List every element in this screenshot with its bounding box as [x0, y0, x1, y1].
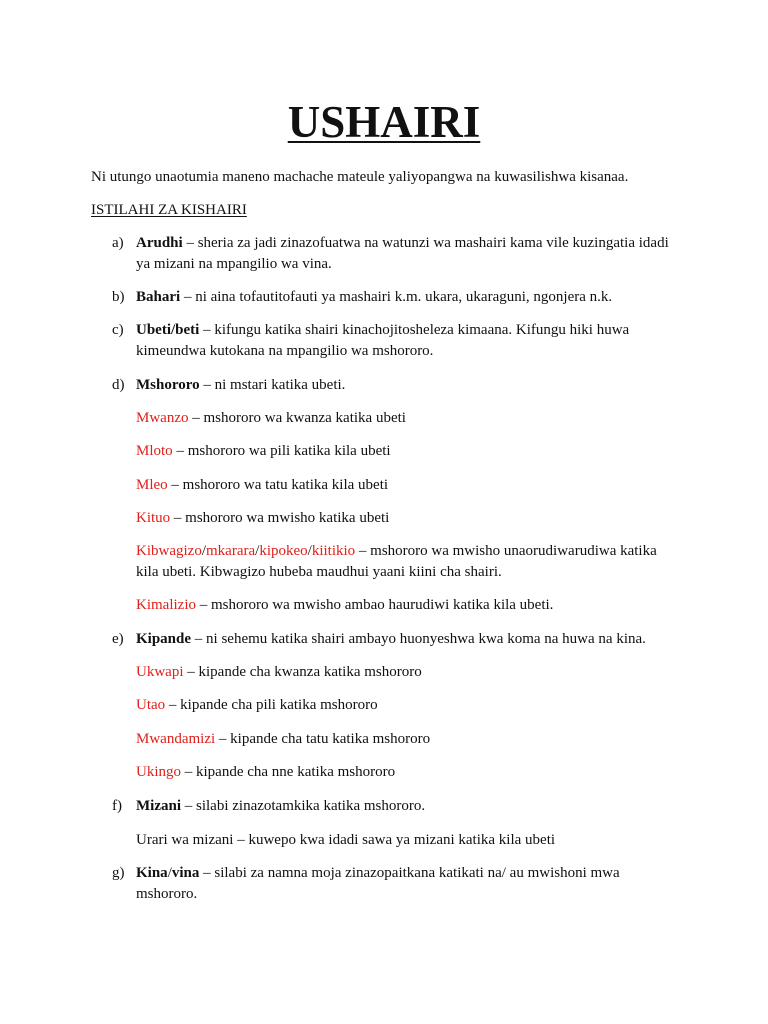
term-separator: /	[167, 865, 172, 881]
sub-definition: – mshororo wa pili katika kila ubeti	[172, 443, 391, 459]
definition: – silabi zinazotamkika katika mshororo.	[181, 798, 426, 814]
sub-definition: – kipande cha tatu katika mshororo	[215, 731, 431, 747]
list-marker: b)	[112, 289, 125, 305]
list-item-bahari	[112, 287, 681, 308]
sub-item-ukingo	[136, 762, 681, 783]
sub-item-mleo	[136, 475, 681, 496]
sub-definition: – kipande cha pili katika mshororo	[165, 697, 378, 713]
list-item-arudhi	[112, 233, 681, 275]
term: Kina	[136, 865, 168, 881]
term-separator: /	[201, 543, 206, 559]
sub-definition: – mshororo wa tatu katika kila ubeti	[167, 477, 389, 493]
sub-item-mwanzo	[136, 408, 681, 429]
sub-term: kiitikio	[311, 543, 356, 559]
list-item-kina-vina	[112, 863, 681, 905]
sub-term: Kituo	[136, 510, 171, 526]
sub-item-ukwapi	[136, 662, 681, 683]
sub-term: Ukingo	[136, 764, 181, 780]
term: vina	[171, 865, 200, 881]
intro-paragraph: Ni utungo unaotumia maneno machache mateule yaliyopangwa na kuwasilishwa kisanaa.	[91, 169, 629, 185]
list-item-ubeti	[112, 320, 681, 362]
sub-definition: – kipande cha nne katika mshororo	[181, 764, 396, 780]
sub-term: Ukwapi	[136, 664, 184, 680]
term: Mizani	[136, 798, 181, 814]
sub-definition: – mshororo wa mwisho ambao haurudiwi katika kila ubeti.	[196, 597, 554, 613]
sub-term: Utao	[136, 697, 166, 713]
definition: – silabi za namna moja zinazopaitkana katikati na/ au mwishoni mwa mshororo.	[136, 865, 620, 902]
sub-term: mkarara	[206, 543, 256, 559]
sub-term: Kibwagizo	[136, 543, 202, 559]
sub-item-utao	[136, 695, 681, 716]
term: Ubeti/beti	[136, 322, 200, 338]
term: Bahari	[136, 289, 181, 305]
sub-note-urari-wa-mizani: Urari wa mizani – kuwepo kwa idadi sawa ya mizani katika kila ubeti	[136, 832, 556, 848]
sub-term: kipokeo	[259, 543, 308, 559]
term: Mshororo	[136, 377, 200, 393]
sub-item-kituo	[136, 508, 681, 529]
sub-item-mwandamizi	[136, 729, 681, 750]
list-marker: c)	[112, 322, 124, 338]
list-item-mshororo	[112, 375, 681, 396]
definition: – ni sehemu katika shairi ambayo huonyeshwa kwa koma na huwa na kina.	[191, 631, 646, 647]
sub-definition: – mshororo wa mwisho katika ubeti	[170, 510, 390, 526]
sub-definition: – kipande cha kwanza katika mshororo	[183, 664, 422, 680]
list-item-kipande	[112, 629, 681, 650]
sub-item-kimalizio	[136, 595, 681, 616]
definition: – ni mstari katika ubeti.	[199, 377, 346, 393]
list-marker: e)	[112, 631, 124, 647]
definition: – kifungu katika shairi kinachojitosheleza kimaana. Kifungu hiki huwa kimeundwa kutokana na mpangilio wa mshororo.	[136, 322, 630, 359]
list-item-mizani	[112, 796, 681, 817]
sub-definition: – mshororo wa kwanza katika ubeti	[188, 410, 406, 426]
sub-term: Kimalizio	[136, 597, 196, 613]
term-separator: /	[307, 543, 312, 559]
list-marker: d)	[112, 377, 125, 393]
definition: – ni aina tofautitofauti ya mashairi k.m. ukara, ukaraguni, ngonjera n.k.	[180, 289, 613, 305]
list-marker: a)	[112, 235, 124, 251]
sub-term: Mleo	[136, 477, 168, 493]
sub-item-kibwagizo	[136, 541, 681, 583]
term: Arudhi	[136, 235, 183, 251]
section-heading: ISTILAHI ZA KISHAIRI	[91, 202, 247, 218]
sub-definition: – mshororo wa mwisho unaorudiwarudiwa katika kila ubeti. Kibwagizo hubeba maudhui yaani kiini cha shairi.	[136, 543, 657, 580]
term: Kipande	[136, 631, 192, 647]
sub-term: Mwanzo	[136, 410, 189, 426]
sub-item-mloto	[136, 441, 681, 462]
term-separator: /	[255, 543, 260, 559]
sub-term: Mloto	[136, 443, 173, 459]
list-marker: g)	[112, 865, 125, 881]
list-marker: f)	[112, 798, 122, 814]
page-title: USHAIRI	[287, 97, 481, 147]
sub-term: Mwandamizi	[136, 731, 216, 747]
definition: – sheria za jadi zinazofuatwa na watunzi wa mashairi kama vile kuzingatia idadi ya mizani na mpangilio wa vina.	[136, 235, 669, 272]
